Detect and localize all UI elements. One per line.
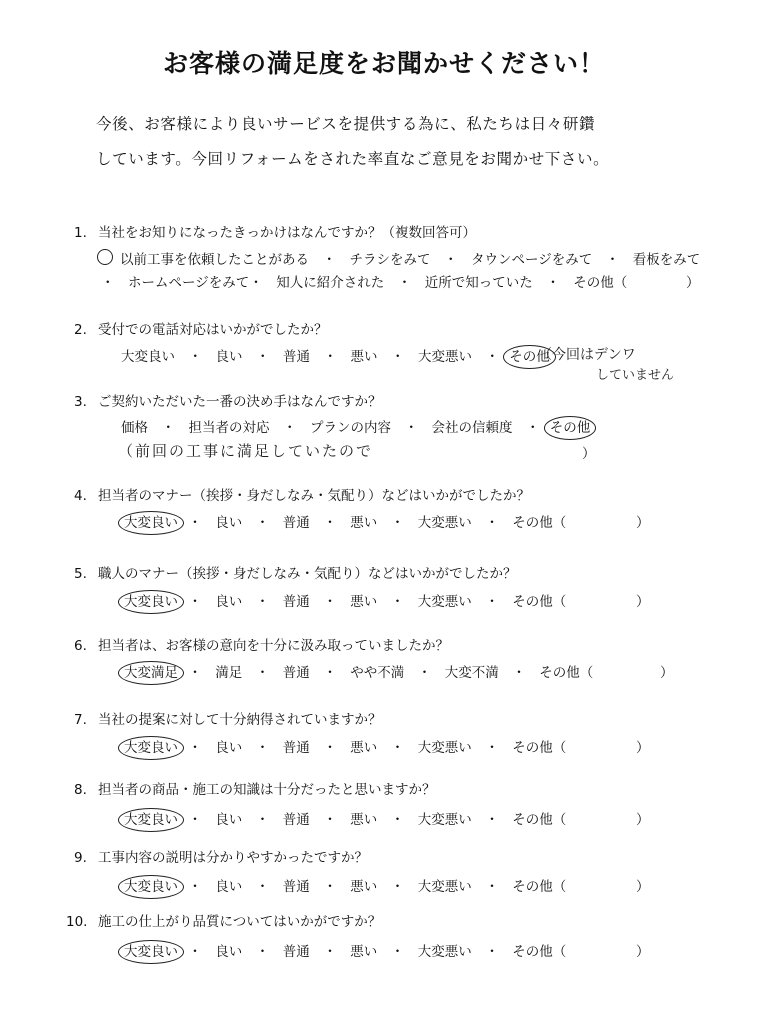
option-list: 大変良い ・ 良い ・ 普通 ・ 悪い ・ 大変悪い ・ [121,349,499,365]
question-7 [74,708,382,728]
intro-line-2: しています。今回リフォームをされた率直なご意見をお聞かせ下さい。 [96,150,610,168]
q3-options [121,416,596,436]
selected-option-circle: その他 [544,416,597,440]
question-text: 担当者の商品・施工の知識は十分だったと思いますか？ [98,782,436,798]
other-close-paren: ） [686,275,700,291]
question-text: 担当者のマナー（挨拶・身だしなみ・気配り）などはいかがでしたか？ [98,488,530,504]
selected-option-circle: 大変良い [118,808,184,832]
selected-option-circle: その他 [503,345,556,369]
option-list: 価格 ・ 担当者の対応 ・ プランの内容 ・ 会社の信頼度 ・ [121,420,540,436]
question-5 [74,562,517,582]
question-number: 9. [74,850,87,866]
question-text: 職人のマナー（挨拶・身だしなみ・気配り）などはいかがでしたか？ [98,566,517,582]
option-list: ・ 良い ・ 普通 ・ 悪い ・ 大変悪い ・ その他（ [188,812,567,828]
option-list: ・ 良い ・ 普通 ・ 悪い ・ 大変悪い ・ その他（ [188,944,567,960]
question-number: 3. [74,394,87,410]
question-4 [74,484,530,504]
question-text: 担当者は、お客様の意向を十分に汲み取っていましたか？ [98,638,449,654]
q5-options [118,590,566,610]
other-close-paren: ） [636,740,650,756]
handwritten-note-line-1: （今回はデンワ [538,347,636,363]
selected-option-circle: 大変良い [118,940,184,964]
selected-mark-circle [97,249,113,265]
question-number: 2. [74,322,87,338]
option-list: ・ 良い ・ 普通 ・ 悪い ・ 大変悪い ・ その他（ [188,594,567,610]
question-text: 受付での電話対応はいかがでしたか？ [98,322,328,338]
option-list: ・ 良い ・ 普通 ・ 悪い ・ 大変悪い ・ その他（ [188,740,567,756]
other-close-paren: ） [660,665,674,681]
question-8 [74,778,436,798]
question-number: 1. [74,225,87,241]
other-close-paren: ） [636,944,650,960]
q2-options [121,345,556,365]
other-close-paren: ） [636,812,650,828]
option-list: ・ 良い ・ 普通 ・ 悪い ・ 大変悪い ・ その他（ [188,515,567,531]
option-list: ・ 満足 ・ 普通 ・ やや不満 ・ 大変不満 ・ その他（ [188,665,594,681]
q1-options-line-1: 以前工事を依頼したことがある ・ チラシをみて ・ タウンページをみて ・ 看板をみて [120,252,701,268]
q8-options [118,808,566,828]
handwritten-note-line-2: していません [596,368,675,383]
question-10 [66,910,381,930]
question-6 [74,634,449,654]
question-number: 7. [74,712,87,728]
q4-options [118,511,566,531]
question-1 [74,221,476,241]
question-text: 施工の仕上がり品質についてはいかがですか？ [98,914,382,930]
selected-option-circle: 大変良い [118,736,184,760]
question-9 [74,846,368,866]
q7-options [118,736,566,756]
question-text: 工事内容の説明は分かりやすかったですか？ [98,850,368,866]
q10-options [118,940,566,960]
question-text: ご契約いただいた一番の決め手はなんですか？ [98,394,382,410]
question-text: 当社の提案に対して十分納得されていますか？ [98,712,382,728]
question-number: 6. [74,638,87,654]
selected-option-circle: 大変良い [118,875,184,899]
q1-options-line-2: ・ ホームページをみて・ 知人に紹介された ・ 近所で知っていた ・ その他（ [101,275,628,291]
handwritten-note: （前回の工事に満足していたので [118,442,374,460]
selected-option-circle: 大変良い [118,590,184,614]
other-close-paren: ） [582,446,596,462]
other-close-paren: ） [636,594,650,610]
question-text: 当社をお知りになったきっかけはなんですか？（複数回答可） [98,225,476,241]
question-number: 10. [66,914,88,930]
other-close-paren: ） [636,879,650,895]
question-3 [74,390,382,410]
question-2 [74,318,328,338]
survey-title: お客様の満足度をお聞かせください！ [162,49,605,78]
other-close-paren: ） [636,515,650,531]
selected-option-circle: 大変良い [118,511,184,535]
q6-options [118,661,593,681]
option-list: ・ 良い ・ 普通 ・ 悪い ・ 大変悪い ・ その他（ [188,879,567,895]
selected-option-circle: 大変満足 [118,661,184,685]
question-number: 5. [74,566,87,582]
question-number: 8. [74,782,87,798]
intro-line-1: 今後、お客様により良いサービスを提供する為に、私たちは日々研鑽 [96,115,596,133]
q9-options [118,875,566,895]
question-number: 4. [74,488,87,504]
